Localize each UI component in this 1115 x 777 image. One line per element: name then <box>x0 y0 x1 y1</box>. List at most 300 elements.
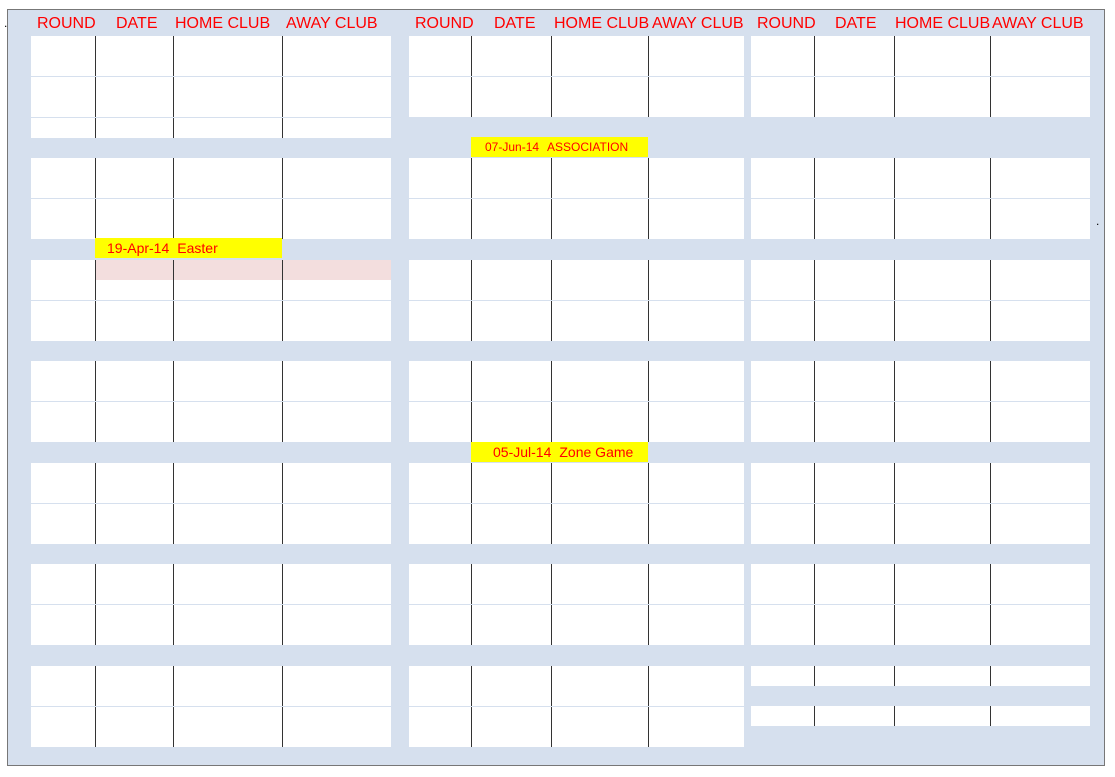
round-cell <box>751 260 814 280</box>
home-club-cell <box>173 178 282 198</box>
away-club-cell <box>648 524 744 544</box>
away-club-cell <box>990 361 1090 381</box>
away-club-cell <box>990 524 1090 544</box>
date-cell <box>95 219 173 239</box>
date-cell <box>471 219 551 239</box>
round-cell <box>751 158 814 178</box>
home-club-cell <box>894 97 990 117</box>
away-club-cell <box>282 625 391 645</box>
round-cell <box>409 97 471 117</box>
round-cell <box>751 321 814 341</box>
away-club-cell <box>990 381 1090 401</box>
home-club-cell <box>551 219 648 239</box>
date-cell <box>814 504 894 524</box>
home-club-cell <box>551 625 648 645</box>
away-club-cell <box>282 321 391 341</box>
round-cell <box>409 422 471 442</box>
home-club-cell <box>551 199 648 219</box>
round-cell <box>409 280 471 300</box>
column-header: HOME CLUB <box>175 15 271 32</box>
date-cell <box>814 402 894 422</box>
home-club-cell <box>551 381 648 401</box>
date-cell <box>814 524 894 544</box>
home-club-cell <box>551 178 648 198</box>
home-club-cell <box>894 625 990 645</box>
date-cell <box>471 483 551 503</box>
away-club-cell <box>990 605 1090 625</box>
date-cell <box>814 199 894 219</box>
home-club-cell <box>894 56 990 76</box>
away-club-cell <box>648 402 744 422</box>
round-cell <box>751 605 814 625</box>
home-club-cell <box>173 483 282 503</box>
home-club-cell <box>894 260 990 280</box>
round-cell <box>31 361 95 381</box>
date-cell <box>814 158 894 178</box>
round-cell <box>409 524 471 544</box>
date-cell <box>814 483 894 503</box>
home-club-cell <box>173 707 282 727</box>
round-cell <box>31 584 95 604</box>
date-cell <box>814 321 894 341</box>
away-club-cell <box>990 36 1090 56</box>
round-cell <box>409 564 471 584</box>
away-club-cell <box>648 178 744 198</box>
round-cell <box>31 77 95 97</box>
round-cell <box>31 321 95 341</box>
date-cell <box>95 707 173 727</box>
home-club-cell <box>894 463 990 483</box>
date-cell <box>471 463 551 483</box>
date-cell <box>471 178 551 198</box>
date-cell <box>814 301 894 321</box>
date-cell <box>95 625 173 645</box>
date-cell <box>95 666 173 686</box>
away-club-cell <box>282 381 391 401</box>
round-cell <box>31 666 95 686</box>
note-date: 05-Jul-14 <box>493 444 552 460</box>
round-cell <box>31 686 95 706</box>
column-header: AWAY CLUB <box>652 15 744 32</box>
date-cell <box>814 178 894 198</box>
away-club-cell <box>282 178 391 198</box>
home-club-cell <box>173 361 282 381</box>
round-cell <box>31 625 95 645</box>
away-club-cell <box>990 301 1090 321</box>
round-cell <box>31 260 95 280</box>
round-cell <box>409 504 471 524</box>
away-club-cell <box>648 199 744 219</box>
date-cell <box>471 381 551 401</box>
date-cell <box>95 361 173 381</box>
date-cell <box>471 280 551 300</box>
date-cell <box>471 584 551 604</box>
column-header: HOME CLUB <box>895 15 991 32</box>
home-club-cell <box>894 321 990 341</box>
home-club-cell <box>551 686 648 706</box>
round-cell <box>751 36 814 56</box>
away-club-cell <box>282 158 391 178</box>
date-cell <box>471 422 551 442</box>
away-club-cell <box>990 199 1090 219</box>
away-club-cell <box>282 77 391 97</box>
away-club-cell <box>990 422 1090 442</box>
round-cell <box>751 199 814 219</box>
home-club-cell <box>173 260 282 280</box>
round-cell <box>751 584 814 604</box>
date-cell <box>471 301 551 321</box>
home-club-cell <box>894 36 990 56</box>
date-cell <box>95 463 173 483</box>
away-club-cell <box>648 686 744 706</box>
date-cell <box>95 97 173 117</box>
date-cell <box>95 36 173 56</box>
away-club-cell <box>648 483 744 503</box>
home-club-cell <box>894 666 990 686</box>
away-club-cell <box>990 666 1090 686</box>
round-cell <box>31 280 95 300</box>
home-club-cell <box>173 118 282 138</box>
column-header: DATE <box>494 15 536 32</box>
round-cell <box>409 727 471 747</box>
home-club-cell <box>551 666 648 686</box>
round-cell <box>751 178 814 198</box>
away-club-cell <box>282 56 391 76</box>
home-club-cell <box>894 199 990 219</box>
home-club-cell <box>894 301 990 321</box>
away-club-cell <box>282 118 391 138</box>
home-club-cell <box>894 524 990 544</box>
date-cell <box>814 219 894 239</box>
round-cell <box>409 260 471 280</box>
away-club-cell <box>648 666 744 686</box>
round-cell <box>409 483 471 503</box>
away-club-cell <box>282 36 391 56</box>
away-club-cell <box>990 97 1090 117</box>
home-club-cell <box>551 564 648 584</box>
round-cell <box>409 158 471 178</box>
home-club-cell <box>173 97 282 117</box>
round-cell <box>409 199 471 219</box>
round-cell <box>751 77 814 97</box>
home-club-cell <box>173 686 282 706</box>
date-cell <box>471 321 551 341</box>
date-cell <box>814 97 894 117</box>
zone-game-note <box>471 442 648 462</box>
round-cell <box>751 422 814 442</box>
home-club-cell <box>551 524 648 544</box>
date-cell <box>95 56 173 76</box>
home-club-cell <box>551 77 648 97</box>
home-club-cell <box>894 381 990 401</box>
home-club-cell <box>894 504 990 524</box>
home-club-cell <box>894 564 990 584</box>
date-cell <box>95 727 173 747</box>
home-club-cell <box>551 361 648 381</box>
round-cell <box>751 666 814 686</box>
away-club-cell <box>282 564 391 584</box>
date-cell <box>471 77 551 97</box>
round-cell <box>31 381 95 401</box>
away-club-cell <box>990 483 1090 503</box>
home-club-cell <box>173 77 282 97</box>
home-club-cell <box>551 260 648 280</box>
away-club-cell <box>282 402 391 422</box>
date-cell <box>471 158 551 178</box>
away-club-cell <box>648 219 744 239</box>
round-cell <box>751 564 814 584</box>
home-club-cell <box>551 158 648 178</box>
away-club-cell <box>990 219 1090 239</box>
date-cell <box>814 564 894 584</box>
date-cell <box>95 178 173 198</box>
date-cell <box>471 97 551 117</box>
date-cell <box>814 422 894 442</box>
home-club-cell <box>551 504 648 524</box>
date-cell <box>471 402 551 422</box>
away-club-cell <box>648 77 744 97</box>
home-club-cell <box>173 158 282 178</box>
dot-mark: . <box>1096 214 1100 228</box>
round-cell <box>751 483 814 503</box>
round-cell <box>751 219 814 239</box>
date-cell <box>471 199 551 219</box>
home-club-cell <box>551 402 648 422</box>
date-cell <box>471 686 551 706</box>
dot-mark: . <box>4 16 8 30</box>
column-header: DATE <box>835 15 877 32</box>
away-club-cell <box>282 463 391 483</box>
date-cell <box>471 727 551 747</box>
round-cell <box>409 686 471 706</box>
note-date: 07-Jun-14 <box>485 140 540 154</box>
round-cell <box>751 524 814 544</box>
round-cell <box>31 158 95 178</box>
date-cell <box>814 36 894 56</box>
away-club-cell <box>282 219 391 239</box>
date-cell <box>814 361 894 381</box>
date-cell <box>95 422 173 442</box>
home-club-cell <box>551 321 648 341</box>
home-club-cell <box>173 280 282 300</box>
date-cell <box>471 564 551 584</box>
date-cell <box>95 301 173 321</box>
home-club-cell <box>551 280 648 300</box>
date-cell <box>814 625 894 645</box>
away-club-cell <box>648 584 744 604</box>
column-header: ROUND <box>415 15 474 32</box>
date-cell <box>814 605 894 625</box>
round-cell <box>751 381 814 401</box>
round-cell <box>409 361 471 381</box>
date-cell <box>471 504 551 524</box>
away-club-cell <box>648 97 744 117</box>
away-club-cell <box>648 280 744 300</box>
away-club-cell <box>990 706 1090 726</box>
home-club-cell <box>551 56 648 76</box>
away-club-cell <box>648 381 744 401</box>
round-cell <box>409 584 471 604</box>
round-cell <box>751 280 814 300</box>
home-club-cell <box>173 463 282 483</box>
away-club-cell <box>648 361 744 381</box>
round-cell <box>31 301 95 321</box>
away-club-cell <box>990 625 1090 645</box>
home-club-cell <box>173 564 282 584</box>
away-club-cell <box>648 707 744 727</box>
round-cell <box>31 422 95 442</box>
round-cell <box>409 301 471 321</box>
home-club-cell <box>551 605 648 625</box>
away-club-cell <box>282 199 391 219</box>
home-club-cell <box>173 402 282 422</box>
away-club-cell <box>282 97 391 117</box>
round-cell <box>751 706 814 726</box>
round-cell <box>31 219 95 239</box>
date-cell <box>471 605 551 625</box>
away-club-cell <box>990 280 1090 300</box>
away-club-cell <box>648 504 744 524</box>
round-cell <box>409 625 471 645</box>
round-cell <box>31 605 95 625</box>
round-cell <box>409 219 471 239</box>
round-cell <box>409 56 471 76</box>
date-cell <box>471 36 551 56</box>
round-cell <box>409 36 471 56</box>
away-club-cell <box>282 301 391 321</box>
date-cell <box>471 260 551 280</box>
away-club-cell <box>648 158 744 178</box>
round-cell <box>31 36 95 56</box>
round-cell <box>31 402 95 422</box>
away-club-cell <box>282 280 391 300</box>
round-cell <box>409 321 471 341</box>
round-cell <box>751 361 814 381</box>
round-cell <box>31 199 95 219</box>
note-label: Zone Game <box>559 444 634 460</box>
home-club-cell <box>173 524 282 544</box>
date-cell <box>95 118 173 138</box>
home-club-cell <box>894 422 990 442</box>
round-cell <box>31 483 95 503</box>
date-cell <box>814 56 894 76</box>
easter-note <box>95 238 282 258</box>
home-club-cell <box>894 402 990 422</box>
away-club-cell <box>282 584 391 604</box>
round-cell <box>409 605 471 625</box>
date-cell <box>471 524 551 544</box>
round-cell <box>409 178 471 198</box>
home-club-cell <box>173 301 282 321</box>
home-club-cell <box>173 321 282 341</box>
away-club-cell <box>282 707 391 727</box>
away-club-cell <box>648 260 744 280</box>
home-club-cell <box>551 727 648 747</box>
round-cell <box>409 402 471 422</box>
date-cell <box>814 77 894 97</box>
date-cell <box>95 260 173 280</box>
away-club-cell <box>648 422 744 442</box>
away-club-cell <box>282 686 391 706</box>
date-cell <box>95 524 173 544</box>
home-club-cell <box>551 301 648 321</box>
date-cell <box>95 321 173 341</box>
home-club-cell <box>173 36 282 56</box>
date-cell <box>95 381 173 401</box>
round-cell <box>409 77 471 97</box>
date-cell <box>814 463 894 483</box>
away-club-cell <box>648 625 744 645</box>
home-club-cell <box>173 727 282 747</box>
note-label: Easter <box>177 240 218 256</box>
round-cell <box>409 381 471 401</box>
home-club-cell <box>551 97 648 117</box>
home-club-cell <box>173 504 282 524</box>
away-club-cell <box>648 605 744 625</box>
round-cell <box>31 97 95 117</box>
note-label: ASSOCIATION <box>547 140 629 154</box>
round-cell <box>751 504 814 524</box>
round-cell <box>751 463 814 483</box>
away-club-cell <box>648 301 744 321</box>
home-club-cell <box>894 178 990 198</box>
away-club-cell <box>648 463 744 483</box>
note-date: 19-Apr-14 <box>107 240 170 256</box>
away-club-cell <box>990 321 1090 341</box>
home-club-cell <box>551 707 648 727</box>
away-club-cell <box>648 321 744 341</box>
date-cell <box>814 706 894 726</box>
round-cell <box>31 727 95 747</box>
round-cell <box>409 666 471 686</box>
away-club-cell <box>282 422 391 442</box>
away-club-cell <box>282 524 391 544</box>
away-club-cell <box>990 158 1090 178</box>
date-cell <box>471 625 551 645</box>
round-cell <box>31 504 95 524</box>
away-club-cell <box>990 178 1090 198</box>
round-cell <box>409 463 471 483</box>
home-club-cell <box>173 605 282 625</box>
round-cell <box>751 301 814 321</box>
date-cell <box>95 686 173 706</box>
away-club-cell <box>282 504 391 524</box>
away-club-cell <box>990 260 1090 280</box>
home-club-cell <box>551 483 648 503</box>
date-cell <box>471 707 551 727</box>
round-cell <box>751 97 814 117</box>
home-club-cell <box>894 158 990 178</box>
home-club-cell <box>173 219 282 239</box>
date-cell <box>95 584 173 604</box>
date-cell <box>95 199 173 219</box>
home-club-cell <box>551 584 648 604</box>
away-club-cell <box>990 584 1090 604</box>
away-club-cell <box>990 504 1090 524</box>
date-cell <box>471 361 551 381</box>
date-cell <box>814 280 894 300</box>
date-cell <box>814 584 894 604</box>
round-cell <box>31 178 95 198</box>
away-club-cell <box>282 361 391 381</box>
association-note <box>471 137 648 157</box>
home-club-cell <box>894 605 990 625</box>
home-club-cell <box>173 584 282 604</box>
home-club-cell <box>894 483 990 503</box>
away-club-cell <box>648 36 744 56</box>
round-cell <box>751 56 814 76</box>
away-club-cell <box>282 666 391 686</box>
